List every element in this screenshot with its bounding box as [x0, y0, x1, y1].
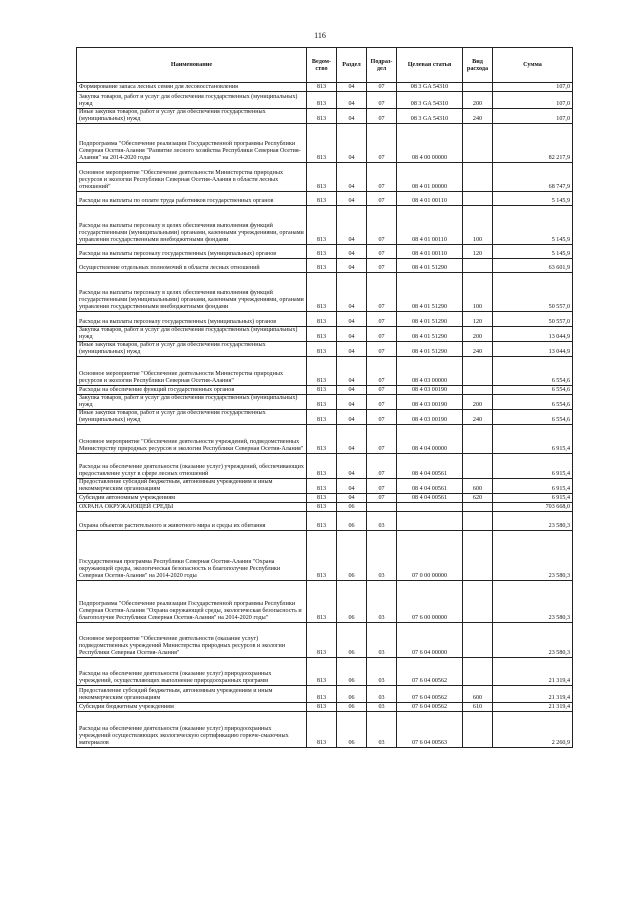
cell-razdel: 04 [337, 124, 367, 163]
cell-name: Иные закупки товаров, работ и услуг для обеспечения государственных (муниципальных) нужд [77, 109, 307, 124]
cell-razdel: 04 [337, 312, 367, 327]
cell-summa: 5 145,9 [493, 245, 573, 259]
cell-summa: 50 557,0 [493, 312, 573, 327]
cell-statya: 07 6 04 00562 [397, 658, 463, 686]
cell-summa: 5 145,9 [493, 206, 573, 245]
table-row [77, 357, 573, 386]
cell-razdel: 04 [337, 357, 367, 386]
cell-vid: 200 [463, 327, 493, 342]
cell-vid [463, 512, 493, 531]
cell-podrazdel: 07 [367, 327, 397, 342]
cell-vid [463, 454, 493, 479]
cell-statya: 08 4 04 00561 [397, 454, 463, 479]
cell-statya: 08 4 01 00110 [397, 192, 463, 206]
cell-summa: 23 580,3 [493, 623, 573, 658]
cell-statya: 08 3 GA 54310 [397, 109, 463, 124]
cell-summa: 6 554,6 [493, 386, 573, 395]
cell-ved: 813 [307, 357, 337, 386]
table-row [77, 124, 573, 163]
table-row [77, 686, 573, 703]
table-row [77, 83, 573, 92]
cell-ved: 813 [307, 312, 337, 327]
cell-vid: 100 [463, 206, 493, 245]
cell-statya: 07 6 04 00562 [397, 686, 463, 703]
col-header-podrazdel: Подраз-дел [367, 48, 397, 83]
cell-statya: 08 4 03 00190 [397, 410, 463, 425]
cell-name: Основное мероприятие "Обеспечение деятельности Министерства природных ресурсов и экологии Республики Северная Осетия-Алания" [77, 357, 307, 386]
cell-ved: 813 [307, 581, 337, 623]
cell-razdel: 04 [337, 92, 367, 109]
cell-vid [463, 259, 493, 273]
cell-name: Расходы на выплаты персоналу в целях обеспечения выполнения функций государственными (муниципальными) органами, казенными учреждениями, органами управления государственными внебюджетными фондами [77, 273, 307, 312]
cell-razdel: 04 [337, 83, 367, 92]
cell-razdel: 06 [337, 623, 367, 658]
cell-vid [463, 425, 493, 454]
cell-razdel: 04 [337, 206, 367, 245]
cell-razdel: 04 [337, 454, 367, 479]
cell-statya: 08 4 01 00000 [397, 163, 463, 192]
cell-name: Расходы на обеспечение деятельности (оказание услуг) природоохранных учреждений осуществляющих экологическую сертификацию горюче-смазочных материалов [77, 712, 307, 748]
cell-vid [463, 163, 493, 192]
cell-razdel: 04 [337, 163, 367, 192]
cell-name: Осуществление отдельных полномочий в области лесных отношений [77, 259, 307, 273]
table-row [77, 109, 573, 124]
cell-podrazdel: 07 [367, 342, 397, 357]
cell-ved: 813 [307, 245, 337, 259]
cell-summa: 2 260,9 [493, 712, 573, 748]
cell-name: Формирование запаса лесных семян для лесовосстановления [77, 83, 307, 92]
cell-statya [397, 512, 463, 531]
cell-ved: 813 [307, 686, 337, 703]
cell-name: Расходы на обеспечение деятельности (оказание услуг) природоохранных учреждений, осуществляющих выполнение природоохранных программ [77, 658, 307, 686]
cell-statya: 08 4 04 00561 [397, 479, 463, 494]
cell-podrazdel: 07 [367, 206, 397, 245]
cell-podrazdel: 07 [367, 124, 397, 163]
cell-razdel: 04 [337, 192, 367, 206]
cell-ved: 813 [307, 273, 337, 312]
cell-statya: 07 0 00 00000 [397, 531, 463, 581]
cell-vid [463, 503, 493, 512]
cell-name: Субсидии автономным учреждениям [77, 494, 307, 503]
table-row [77, 479, 573, 494]
cell-name: Основное мероприятие "Обеспечение деятельности (оказание услуг) подведомственных учреждений Министерства природных ресурсов и экологии Республики Северная Осетия-Алания" [77, 623, 307, 658]
cell-vid [463, 623, 493, 658]
cell-razdel: 04 [337, 425, 367, 454]
cell-vid [463, 386, 493, 395]
cell-statya [397, 503, 463, 512]
cell-podrazdel: 07 [367, 494, 397, 503]
cell-podrazdel: 07 [367, 163, 397, 192]
cell-summa: 23 580,3 [493, 581, 573, 623]
cell-ved: 813 [307, 425, 337, 454]
table-row [77, 192, 573, 206]
table-row [77, 327, 573, 342]
cell-razdel: 06 [337, 581, 367, 623]
table-row [77, 395, 573, 410]
table-row [77, 342, 573, 357]
cell-ved: 813 [307, 327, 337, 342]
cell-statya: 08 4 03 00190 [397, 386, 463, 395]
cell-name: Субсидии бюджетным учреждениям [77, 703, 307, 712]
col-header-ved: Ведом-ство [307, 48, 337, 83]
cell-podrazdel: 03 [367, 712, 397, 748]
cell-statya: 08 4 01 51290 [397, 312, 463, 327]
cell-summa: 703 668,0 [493, 503, 573, 512]
table-header-row [77, 48, 573, 83]
cell-ved: 813 [307, 92, 337, 109]
cell-statya: 08 4 01 51290 [397, 273, 463, 312]
cell-name: Расходы на выплаты персоналу государственных (муниципальных) органов [77, 312, 307, 327]
cell-vid [463, 192, 493, 206]
cell-vid: 120 [463, 312, 493, 327]
table-row [77, 245, 573, 259]
table-row [77, 425, 573, 454]
cell-vid [463, 83, 493, 92]
cell-razdel: 04 [337, 273, 367, 312]
cell-name: Расходы на выплаты персоналу государственных (муниципальных) органов [77, 245, 307, 259]
cell-statya: 08 4 01 51290 [397, 327, 463, 342]
cell-razdel: 06 [337, 503, 367, 512]
cell-summa: 82 217,9 [493, 124, 573, 163]
table-row [77, 503, 573, 512]
cell-statya: 08 4 01 51290 [397, 342, 463, 357]
table-row [77, 512, 573, 531]
cell-summa: 6 554,6 [493, 395, 573, 410]
cell-ved: 813 [307, 494, 337, 503]
cell-ved: 813 [307, 109, 337, 124]
cell-razdel: 06 [337, 658, 367, 686]
cell-summa: 63 601,9 [493, 259, 573, 273]
cell-ved: 813 [307, 503, 337, 512]
cell-summa: 6 554,6 [493, 357, 573, 386]
cell-statya: 08 4 04 00561 [397, 494, 463, 503]
cell-podrazdel: 07 [367, 273, 397, 312]
cell-summa: 107,0 [493, 92, 573, 109]
cell-statya: 08 3 GA 54310 [397, 92, 463, 109]
cell-podrazdel: 03 [367, 658, 397, 686]
cell-name: ОХРАНА ОКРУЖАЮЩЕЙ СРЕДЫ [77, 503, 307, 512]
cell-razdel: 04 [337, 395, 367, 410]
cell-name: Закупка товаров, работ и услуг для обеспечения государственных (муниципальных) нужд [77, 327, 307, 342]
cell-statya: 07 6 04 00562 [397, 703, 463, 712]
cell-summa: 13 044,9 [493, 327, 573, 342]
cell-name: Расходы на обеспечение деятельности (оказание услуг) учреждений, обеспечивающих предоставление услуг в сфере лесных отношений [77, 454, 307, 479]
cell-statya: 07 6 04 00563 [397, 712, 463, 748]
cell-podrazdel: 03 [367, 703, 397, 712]
table-row [77, 163, 573, 192]
cell-ved: 813 [307, 206, 337, 245]
cell-summa: 13 044,9 [493, 342, 573, 357]
cell-statya: 07 6 04 00000 [397, 623, 463, 658]
table-row [77, 581, 573, 623]
cell-statya: 07 6 00 00000 [397, 581, 463, 623]
cell-podrazdel: 07 [367, 83, 397, 92]
cell-vid: 120 [463, 245, 493, 259]
table-row [77, 531, 573, 581]
cell-ved: 813 [307, 395, 337, 410]
cell-summa: 21 319,4 [493, 658, 573, 686]
cell-ved: 813 [307, 479, 337, 494]
cell-podrazdel: 03 [367, 623, 397, 658]
page-number: 116 [314, 31, 326, 40]
cell-summa: 68 747,9 [493, 163, 573, 192]
cell-vid: 240 [463, 109, 493, 124]
cell-vid: 240 [463, 342, 493, 357]
cell-podrazdel: 07 [367, 259, 397, 273]
cell-summa: 107,0 [493, 109, 573, 124]
cell-podrazdel: 03 [367, 512, 397, 531]
cell-ved: 813 [307, 83, 337, 92]
cell-podrazdel: 07 [367, 386, 397, 395]
table-row [77, 454, 573, 479]
cell-vid: 610 [463, 703, 493, 712]
cell-statya: 08 4 00 00000 [397, 124, 463, 163]
col-header-vid: Вид расхода [463, 48, 493, 83]
cell-name: Основное мероприятие "Обеспечение деятельности Министерства природных ресурсов и экологии Республики Северная Осетия-Алания в области лесных отношений" [77, 163, 307, 192]
cell-statya: 08 4 03 00000 [397, 357, 463, 386]
cell-vid: 620 [463, 494, 493, 503]
cell-podrazdel: 03 [367, 686, 397, 703]
cell-statya: 08 4 04 00000 [397, 425, 463, 454]
cell-name: Основное мероприятие "Обеспечение деятельности учреждений, подведомственных Министерству природных ресурсов и экологии Республики Северная Осетия-Алания" [77, 425, 307, 454]
cell-vid [463, 124, 493, 163]
table-row [77, 312, 573, 327]
col-header-statya: Целевая статья [397, 48, 463, 83]
cell-vid [463, 581, 493, 623]
cell-ved: 813 [307, 623, 337, 658]
cell-razdel: 04 [337, 245, 367, 259]
cell-name: Расходы на выплаты по оплате труда работников государственных органов [77, 192, 307, 206]
cell-razdel: 06 [337, 512, 367, 531]
cell-podrazdel: 07 [367, 357, 397, 386]
cell-ved: 813 [307, 454, 337, 479]
cell-vid: 600 [463, 479, 493, 494]
cell-summa: 50 557,0 [493, 273, 573, 312]
cell-podrazdel [367, 503, 397, 512]
cell-ved: 813 [307, 259, 337, 273]
cell-statya: 08 4 01 00110 [397, 245, 463, 259]
cell-razdel: 06 [337, 686, 367, 703]
cell-name: Предоставление субсидий бюджетным, автономным учреждениям и иным некоммерческим организациям [77, 479, 307, 494]
cell-podrazdel: 07 [367, 312, 397, 327]
col-header-summa: Сумма [493, 48, 573, 83]
table-row [77, 623, 573, 658]
cell-name: Расходы на обеспечение функций государственных органов [77, 386, 307, 395]
cell-summa: 21 319,4 [493, 686, 573, 703]
cell-name: Подпрограмма "Обеспечение реализации Государственной программы Республики Северная Осетия-Алания "Охрана окружающей среды, экологическая безопасность и благополучие Республики Северная Осетия-Алания" на 2014-2020 годы" [77, 581, 307, 623]
col-header-name: Наименование [77, 48, 307, 83]
cell-podrazdel: 07 [367, 410, 397, 425]
cell-podrazdel: 07 [367, 395, 397, 410]
table-row [77, 712, 573, 748]
cell-razdel: 04 [337, 342, 367, 357]
table-row [77, 703, 573, 712]
table-row [77, 273, 573, 312]
cell-podrazdel: 07 [367, 92, 397, 109]
cell-razdel: 06 [337, 712, 367, 748]
table-row [77, 259, 573, 273]
cell-vid [463, 658, 493, 686]
table-row [77, 494, 573, 503]
cell-name: Закупка товаров, работ и услуг для обеспечения государственных (муниципальных) нужд [77, 92, 307, 109]
cell-razdel: 04 [337, 109, 367, 124]
cell-ved: 813 [307, 342, 337, 357]
cell-name: Государственная программа Республики Северная Осетия-Алания "Охрана окружающей среды, экологическая безопасность и благополучие Республики Северная Осетия-Алания" на 2014-2020 годы [77, 531, 307, 581]
cell-razdel: 06 [337, 703, 367, 712]
cell-ved: 813 [307, 703, 337, 712]
cell-summa: 23 580,3 [493, 531, 573, 581]
cell-summa: 21 319,4 [493, 703, 573, 712]
table-row [77, 386, 573, 395]
cell-statya: 08 4 01 00110 [397, 206, 463, 245]
cell-podrazdel: 07 [367, 109, 397, 124]
cell-ved: 813 [307, 386, 337, 395]
cell-summa: 6 915,4 [493, 425, 573, 454]
cell-summa: 6 554,6 [493, 410, 573, 425]
cell-ved: 813 [307, 124, 337, 163]
cell-statya: 08 4 01 51290 [397, 259, 463, 273]
cell-ved: 813 [307, 658, 337, 686]
cell-podrazdel: 07 [367, 192, 397, 206]
cell-summa: 23 580,3 [493, 512, 573, 531]
cell-ved: 813 [307, 163, 337, 192]
table-row [77, 92, 573, 109]
cell-summa: 6 915,4 [493, 494, 573, 503]
cell-summa: 6 915,4 [493, 454, 573, 479]
cell-name: Подпрограмма "Обеспечение реализации Государственной программы Республики Северная Осетия-Алания "Развитие лесного хозяйства Республики Северная Осетия-Алания" на 2014-2020 годы [77, 124, 307, 163]
cell-razdel: 04 [337, 494, 367, 503]
cell-vid: 600 [463, 686, 493, 703]
cell-vid [463, 712, 493, 748]
cell-podrazdel: 07 [367, 245, 397, 259]
cell-vid: 200 [463, 92, 493, 109]
cell-name: Закупка товаров, работ и услуг для обеспечения государственных (муниципальных) нужд [77, 395, 307, 410]
col-header-razdel: Раздел [337, 48, 367, 83]
cell-podrazdel: 07 [367, 479, 397, 494]
cell-vid: 240 [463, 410, 493, 425]
cell-ved: 813 [307, 192, 337, 206]
cell-name: Расходы на выплаты персоналу в целях обеспечения выполнения функций государственными (муниципальными) органами, казенными учреждениями, органами управления государственными внебюджетными фондами [77, 206, 307, 245]
cell-vid [463, 357, 493, 386]
cell-statya: 08 4 03 00190 [397, 395, 463, 410]
cell-podrazdel: 07 [367, 425, 397, 454]
cell-podrazdel: 07 [367, 454, 397, 479]
cell-name: Иные закупки товаров, работ и услуг для обеспечения государственных (муниципальных) нужд [77, 410, 307, 425]
cell-summa: 6 915,4 [493, 479, 573, 494]
cell-name: Предоставление субсидий бюджетным, автономным учреждениям и иным некоммерческим организациям [77, 686, 307, 703]
cell-ved: 813 [307, 712, 337, 748]
cell-name: Иные закупки товаров, работ и услуг для обеспечения государственных (муниципальных) нужд [77, 342, 307, 357]
cell-vid: 100 [463, 273, 493, 312]
cell-razdel: 04 [337, 386, 367, 395]
cell-name: Охрана объектов растительного и животного мира и среды их обитания [77, 512, 307, 531]
cell-ved: 813 [307, 410, 337, 425]
cell-summa: 107,0 [493, 83, 573, 92]
cell-podrazdel: 03 [367, 581, 397, 623]
cell-vid [463, 531, 493, 581]
cell-razdel: 04 [337, 410, 367, 425]
table-row [77, 206, 573, 245]
cell-podrazdel: 03 [367, 531, 397, 581]
cell-razdel: 04 [337, 259, 367, 273]
cell-statya: 08 3 GA 54310 [397, 83, 463, 92]
cell-razdel: 04 [337, 479, 367, 494]
cell-summa: 5 145,9 [493, 192, 573, 206]
budget-table [76, 47, 573, 748]
cell-vid: 200 [463, 395, 493, 410]
cell-ved: 813 [307, 512, 337, 531]
cell-razdel: 04 [337, 327, 367, 342]
table-row [77, 658, 573, 686]
cell-razdel: 06 [337, 531, 367, 581]
cell-ved: 813 [307, 531, 337, 581]
table-row [77, 410, 573, 425]
